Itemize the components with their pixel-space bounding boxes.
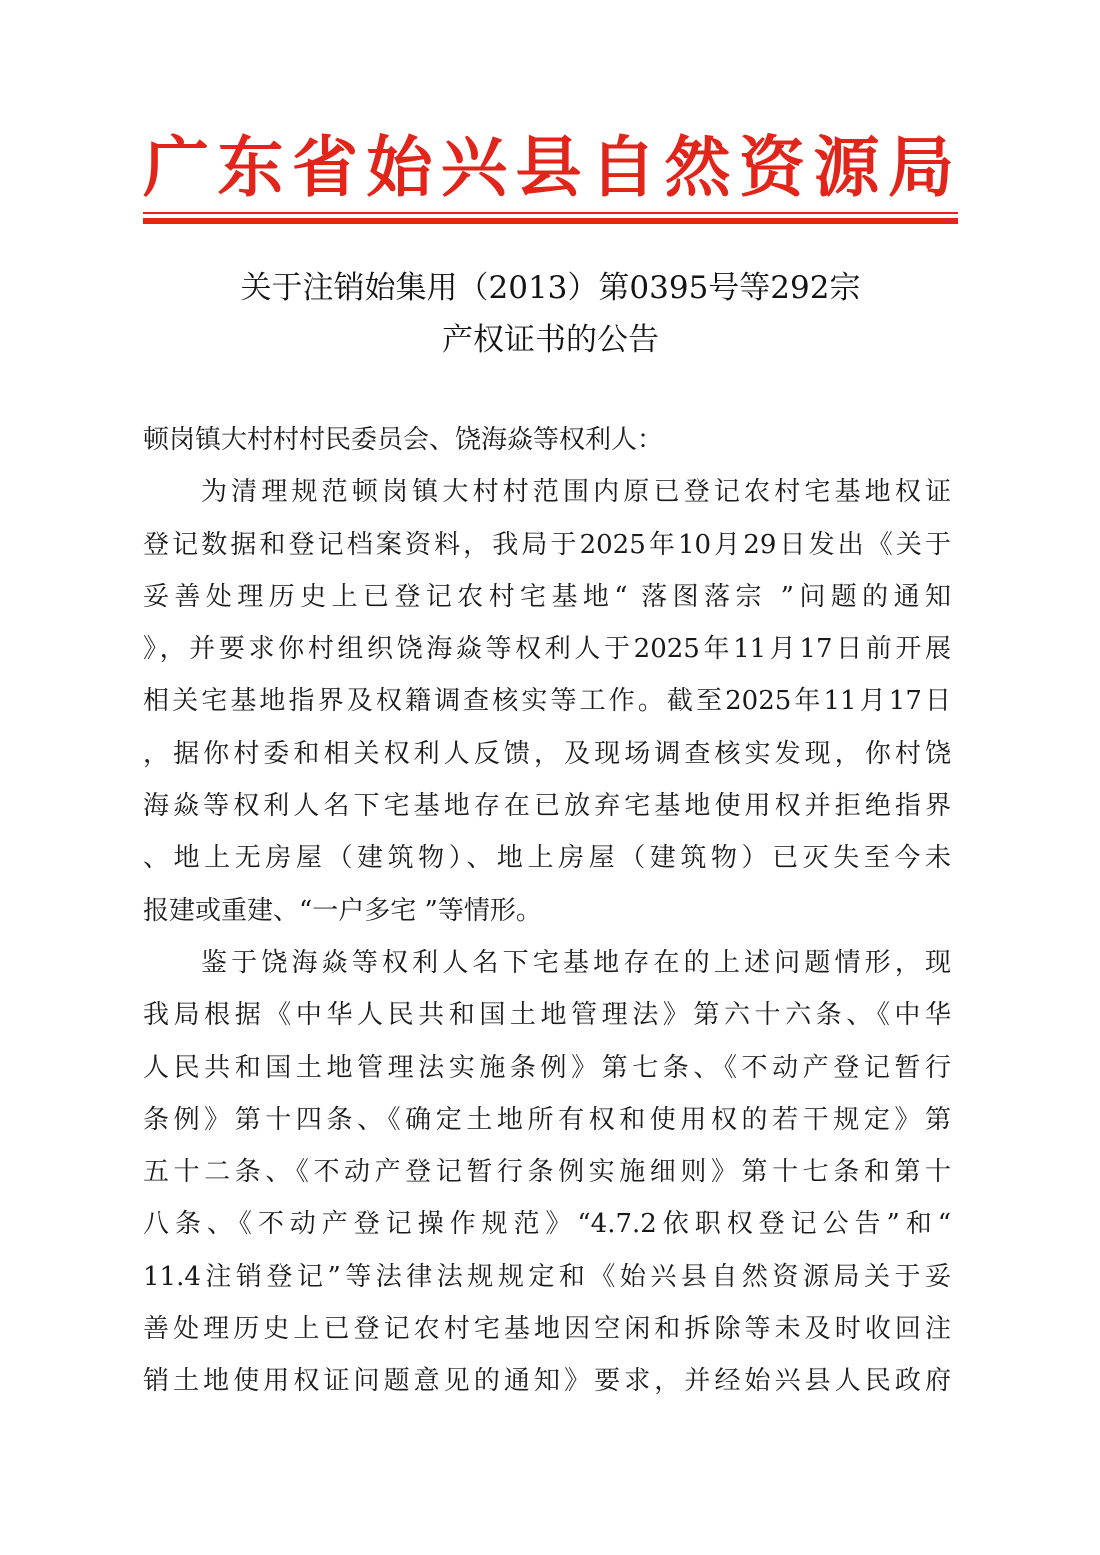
notice-title bbox=[143, 262, 958, 366]
header-rule-thick bbox=[143, 218, 958, 224]
paragraph-line: 为清理规范顿岗镇大村村范围内原已登记农村宅基地权证 bbox=[201, 477, 951, 508]
paragraph-line: 鉴于饶海焱等权利人名下宅基地存在的上述问题情形，现 bbox=[201, 947, 951, 978]
paragraph-line: 11.4注销登记”等法律法规规定和《始兴县自然资源局关于妥 bbox=[143, 1261, 951, 1292]
notice-title-line: 产权证书的公告 bbox=[442, 322, 659, 358]
paragraph-line: 登记数据和登记档案资料，我局于2025年10月29日发出《关于 bbox=[143, 529, 951, 560]
paragraph-line: 八条、《不动产登记操作规范》“4.7.2依职权登记公告”和“ bbox=[143, 1209, 951, 1240]
paragraph-line: 报建或重建、“一户多宅 ”等情形。 bbox=[143, 895, 542, 926]
paragraph-line: 条例》第十四条、《确定土地所有权和使用权的若干规定》第 bbox=[143, 1104, 951, 1135]
paragraph-line: ，据你村委和相关权利人反馈，及现场调查核实发现，你村饶 bbox=[143, 738, 951, 769]
paragraph-line: 》，并要求你村组织饶海焱等权利人于2025年11月17日前开展 bbox=[143, 634, 951, 665]
paragraph-line: 人民共和国土地管理法实施条例》第七条、《不动产登记暂行 bbox=[143, 1052, 951, 1083]
paragraph-1 bbox=[143, 466, 951, 937]
notice-body bbox=[143, 414, 951, 1408]
paragraph-line: 销土地使用权证问题意见的通知》要求，并经始兴县人民政府 bbox=[143, 1366, 951, 1397]
issuing-authority-header: 广东省始兴县自然资源局 bbox=[143, 128, 958, 206]
paragraph-line: 相关宅基地指界及权籍调查核实等工作。截至2025年11月17日 bbox=[143, 686, 951, 717]
salutation: 顿岗镇大村村村民委员会、饶海焱等权利人： bbox=[143, 425, 664, 455]
paragraph-line: 善处理历史上已登记农村宅基地因空闲和拆除等未及时收回注 bbox=[143, 1314, 951, 1345]
paragraph-line: 妥善处理历史上已登记农村宅基地“ 落图落宗 ”问题的通知 bbox=[143, 581, 951, 612]
paragraph-line: 我局根据《中华人民共和国土地管理法》第六十六条、《中华 bbox=[143, 1000, 951, 1031]
paragraph-2 bbox=[143, 937, 951, 1408]
paragraph-line: 五十二条、《不动产登记暂行条例实施细则》第十七条和第十 bbox=[143, 1157, 951, 1188]
paragraph-line: 、地上无房屋（建筑物）、地上房屋（建筑物）已灭失至今未 bbox=[143, 843, 951, 874]
notice-title-line: 关于注销始集用（2013）第0395号等292宗 bbox=[240, 270, 861, 306]
paragraph-line: 海焱等权利人名下宅基地存在已放弃宅基地使用权并拒绝指界 bbox=[143, 791, 951, 822]
header-rule-thin bbox=[143, 212, 958, 214]
